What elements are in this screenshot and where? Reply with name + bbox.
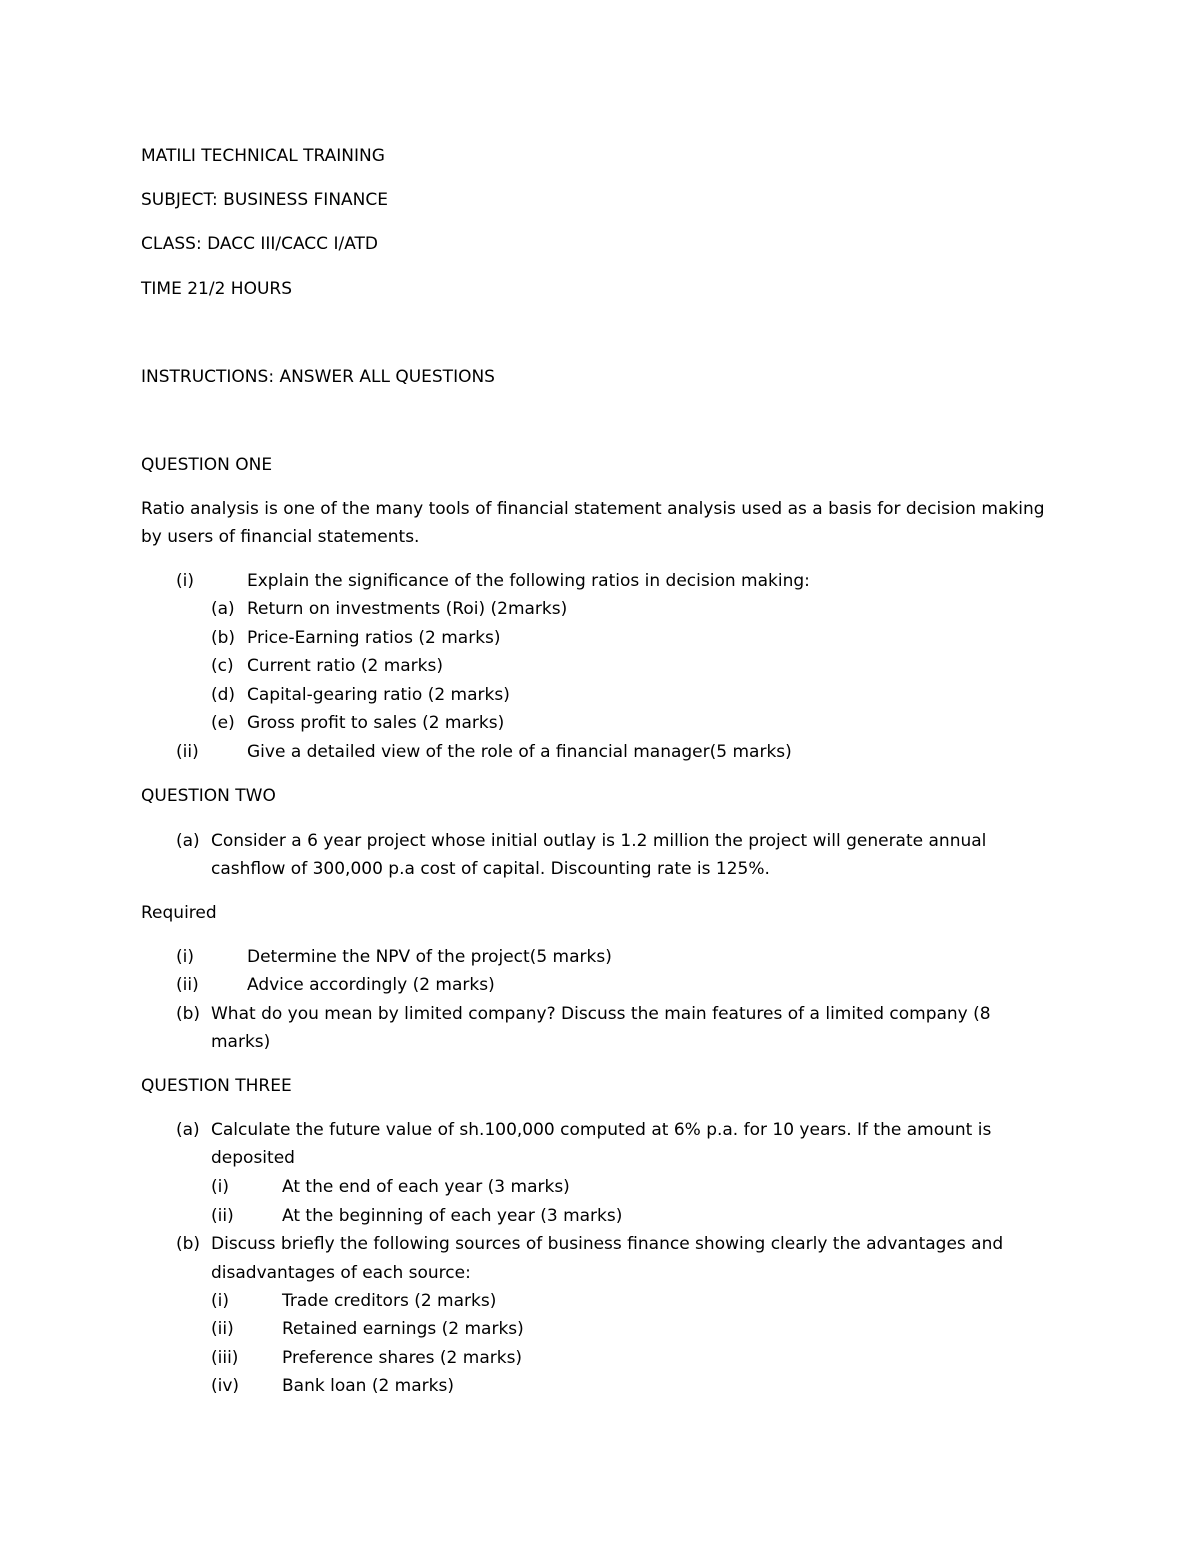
q1-item-label: (e) [211,713,235,733]
q1-item-text: Current ratio (2 marks) [247,656,444,676]
q3-b-label: (b) [176,1234,201,1254]
q1-item-label: (d) [211,685,236,705]
instructions-line: INSTRUCTIONS: ANSWER ALL QUESTIONS [141,367,495,387]
q3-b-item-label: (iv) [211,1376,240,1396]
q1-ii-label: (ii) [176,742,199,762]
q3-b-item-label: (ii) [211,1319,234,1339]
q3-a-item-text: At the beginning of each year (3 marks) [282,1206,623,1226]
q3-b-line2: disadvantages of each source: [211,1263,471,1283]
institution-name: MATILI TECHNICAL TRAINING [141,146,385,166]
q2-ii-label: (ii) [176,975,199,995]
q2-a-label: (a) [176,831,200,851]
q2-i-text: Determine the NPV of the project(5 marks) [247,947,612,967]
q3-a-item-label: (ii) [211,1206,234,1226]
time-line: TIME 21/2 HOURS [141,279,292,299]
q1-i-text: Explain the significance of the following ratios in decision making: [247,571,810,591]
q1-item-text: Gross profit to sales (2 marks) [247,713,505,733]
q1-item-text: Capital-gearing ratio (2 marks) [247,685,510,705]
q1-item-text: Price-Earning ratios (2 marks) [247,628,501,648]
q3-b-item-text: Trade creditors (2 marks) [282,1291,497,1311]
q2-a-line1: Consider a 6 year project whose initial outlay is 1.2 million the project will generate annual [211,831,987,851]
q2-required: Required [141,903,217,923]
q2-i-label: (i) [176,947,194,967]
q3-a-label: (a) [176,1120,200,1140]
subject-line: SUBJECT: BUSINESS FINANCE [141,190,388,210]
q1-item-label: (c) [211,656,234,676]
q1-i-label: (i) [176,571,194,591]
class-line: CLASS: DACC III/CACC I/ATD [141,234,378,254]
q3-b-item-label: (i) [211,1291,229,1311]
question-one-title: QUESTION ONE [141,455,273,475]
q2-b-line2: marks) [211,1032,271,1052]
q3-b-item-label: (iii) [211,1348,239,1368]
q2-b-line1: What do you mean by limited company? Discuss the main features of a limited company (8 [211,1004,991,1024]
q3-b-line1: Discuss briefly the following sources of business finance showing clearly the advantages and [211,1234,1004,1254]
q3-a-line2: deposited [211,1148,295,1168]
q1-item-label: (b) [211,628,236,648]
q2-a-line2: cashflow of 300,000 p.a cost of capital. Discounting rate is 125%. [211,859,770,879]
q3-a-item-text: At the end of each year (3 marks) [282,1177,570,1197]
q1-ii-text: Give a detailed view of the role of a financial manager(5 marks) [247,742,792,762]
question-one-intro-line1: Ratio analysis is one of the many tools of financial statement analysis used as a basis for decision making [141,499,1045,519]
q3-b-item-text: Bank loan (2 marks) [282,1376,454,1396]
q3-a-item-label: (i) [211,1177,229,1197]
q1-item-text: Return on investments (Roi) (2marks) [247,599,568,619]
q2-b-label: (b) [176,1004,201,1024]
q1-item-label: (a) [211,599,235,619]
q3-a-line1: Calculate the future value of sh.100,000 computed at 6% p.a. for 10 years. If the amount is [211,1120,992,1140]
question-one-intro-line2: by users of financial statements. [141,527,420,547]
q2-ii-text: Advice accordingly (2 marks) [247,975,495,995]
question-two-title: QUESTION TWO [141,786,276,806]
q3-b-item-text: Retained earnings (2 marks) [282,1319,524,1339]
q3-b-item-text: Preference shares (2 marks) [282,1348,523,1368]
question-three-title: QUESTION THREE [141,1076,292,1096]
